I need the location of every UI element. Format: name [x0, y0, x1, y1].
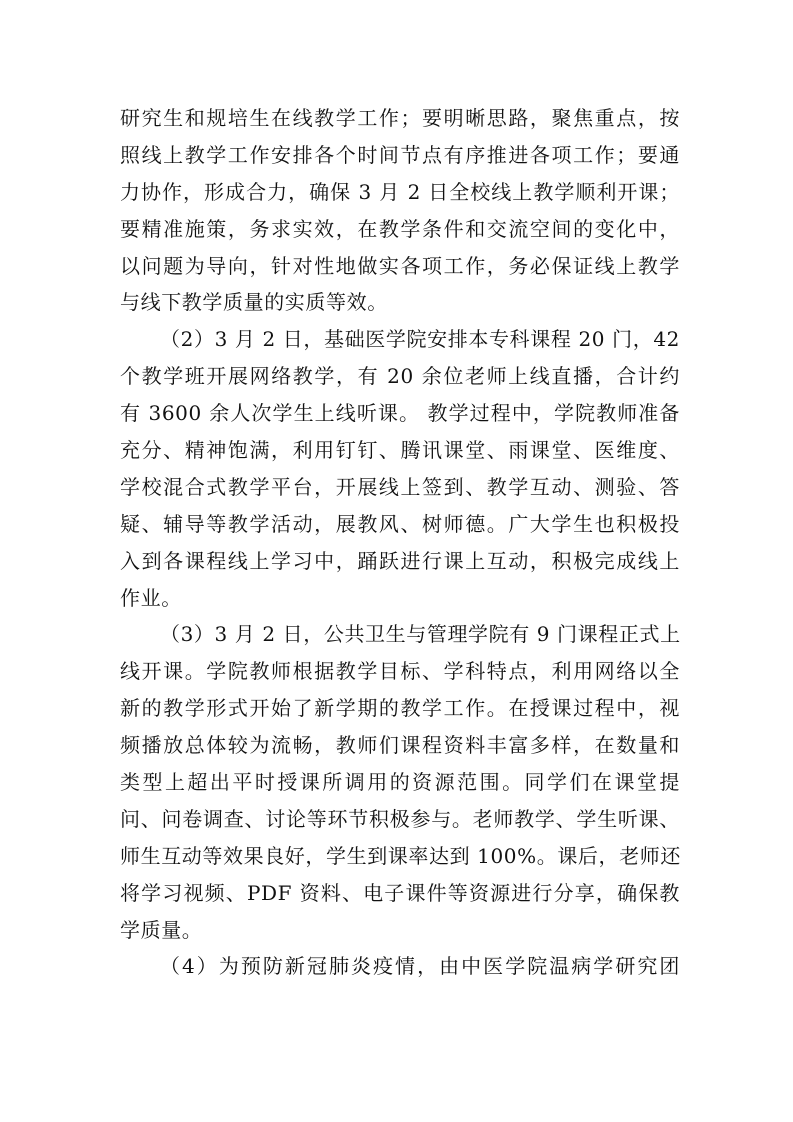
text-line: 师生互动等效果良好，学生到课率达到 100%。课后，老师还 — [120, 843, 681, 868]
text-line: 与线下教学质量的实质等效。 — [120, 290, 388, 315]
text-line: （4）为预防新冠肺炎疫情，由中医学院温病学研究团 — [160, 954, 680, 979]
text-line: 新的教学形式开始了新学期的教学工作。在授课过程中，视 — [120, 696, 680, 721]
paragraph-2 — [120, 321, 680, 616]
text-line: 力协作，形成合力，确保 3 月 2 日全校线上教学顺利开课； — [120, 179, 680, 204]
text-line: 频播放总体较为流畅，教师们课程资料丰富多样，在数量和 — [120, 733, 680, 758]
text-line: （3）3 月 2 日，公共卫生与管理学院有 9 门课程正式上 — [160, 622, 681, 647]
text-line: 疑、辅导等教学活动，展教风、树师德。广大学生也积极投 — [120, 511, 680, 536]
text-line: 个教学班开展网络教学，有 20 余位老师上线直播，合计约 — [120, 364, 680, 389]
text-line: 问、问卷调查、讨论等环节积极参与。老师教学、学生听课、 — [120, 806, 680, 831]
text-line: 入到各课程线上学习中，踊跃进行课上互动，积极完成线上 — [120, 548, 680, 573]
text-line: 线开课。学院教师根据教学目标、学科特点，利用网络以全 — [120, 659, 680, 684]
text-line: （2）3 月 2 日，基础医学院安排本专科课程 20 门，42 — [160, 327, 680, 352]
paragraph-3 — [120, 616, 680, 948]
text-line: 充分、精神饱满，利用钉钉、腾讯课堂、雨课堂、医维度、 — [120, 438, 680, 463]
text-line: 将学习视频、PDF 资料、电子课件等资源进行分享，确保教 — [120, 880, 680, 905]
paragraph-4 — [120, 948, 680, 985]
text-line: 要精准施策，务求实效，在教学条件和交流空间的变化中， — [120, 216, 680, 241]
text-line: 类型上超出平时授课所调用的资源范围。同学们在课堂提 — [120, 770, 680, 795]
document-body — [120, 100, 680, 985]
text-line: 有 3600 余人次学生上线听课。 教学过程中，学院教师准备 — [120, 401, 680, 426]
text-line: 以问题为导向，针对性地做实各项工作，务必保证线上教学 — [120, 253, 680, 278]
text-line: 作业。 — [120, 585, 182, 610]
text-line: 学质量。 — [120, 917, 203, 942]
text-line: 研究生和规培生在线教学工作；要明晰思路，聚焦重点，按 — [120, 106, 680, 130]
text-line: 照线上教学工作安排各个时间节点有序推进各项工作；要通 — [120, 142, 680, 167]
text-line: 学校混合式教学平台，开展线上签到、教学互动、测验、答 — [120, 474, 680, 499]
paragraph-continuation — [120, 100, 680, 321]
